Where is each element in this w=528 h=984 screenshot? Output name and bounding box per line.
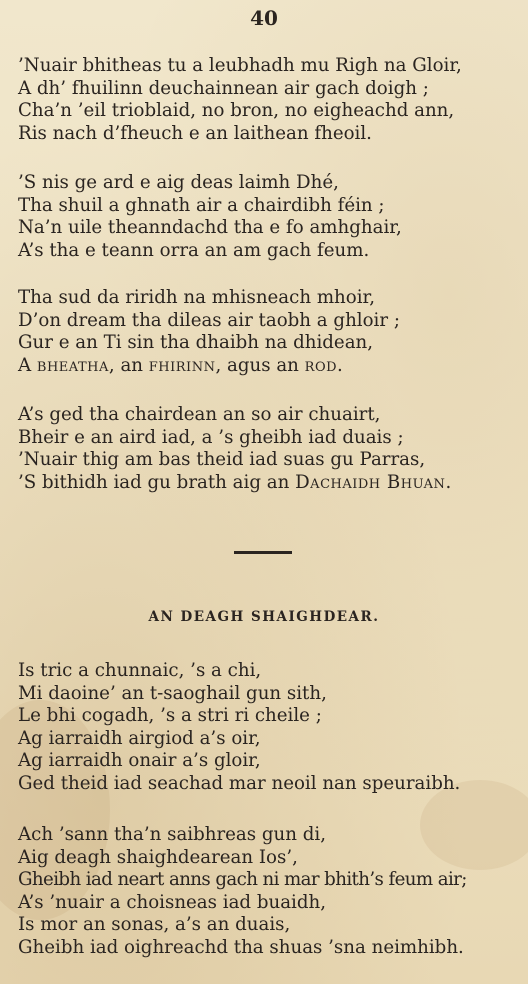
verse-line: Ged theid iad seachad mar neoil nan speuraibh. — [18, 772, 461, 794]
text-run: ’S bithidh iad gu brath aig an — [18, 471, 296, 493]
text-run: . — [445, 471, 452, 493]
verse-line: A’s ’nuair a choisneas iad buaidh, — [18, 891, 326, 913]
verse-line: Gheibh iad neart anns gach ni mar bhith’s feum air; — [18, 869, 467, 890]
verse-line: Ach ’sann tha’n saibhreas gun di, — [18, 824, 326, 845]
poem-title: AN DEAGH SHAIGHDEAR. — [148, 609, 380, 625]
verse-line: Gheibh iad oighreachd tha shuas ’sna neimhibh. — [18, 936, 464, 958]
stanza — [18, 660, 518, 795]
stanza — [18, 824, 518, 959]
page-number: 40 — [250, 6, 278, 30]
verse-line: ’Nuair thig am bas theid iad suas gu Parras, — [18, 449, 426, 470]
small-caps-word: fhirinn — [148, 354, 216, 376]
verse-line: ’S nis ge ard e aig deas laimh Dhé, — [18, 172, 339, 193]
text-run: , agus an — [215, 354, 305, 376]
verse-line: Aig deagh shaighdearean Ios’, — [18, 846, 298, 868]
verse-line: Le bhi cogadh, ’s a stri ri cheile ; — [18, 705, 322, 726]
small-caps-word: rod — [304, 354, 338, 376]
verse-line: ’Nuair bhitheas tu a leubhadh mu Righ na Gloir, — [18, 55, 462, 76]
stanza — [18, 172, 518, 262]
text-run: A — [18, 354, 37, 376]
verse-line: Na’n uile theanndachd tha e fo amhghair, — [18, 217, 402, 238]
stanza — [18, 404, 518, 494]
verse-line: Mi daoine’ an t-saoghail gun sith, — [18, 682, 327, 704]
verse-line: A’s ged tha chairdean an so air chuairt, — [18, 404, 381, 425]
stanza — [18, 287, 518, 377]
verse-line: A dh’ fhuilinn deuchainnean air gach doigh ; — [18, 77, 429, 99]
verse-line: Tha shuil a ghnath air a chairdibh féin ; — [18, 194, 385, 216]
verse-line: Is mor an sonas, a’s an duais, — [18, 914, 291, 935]
text-run: . — [337, 354, 343, 376]
verse-line — [18, 355, 518, 378]
verse-line: D’on dream tha dileas air taobh a ghloir ; — [18, 309, 400, 331]
text-run: , an — [108, 354, 149, 376]
verse-line: Gur e an Ti sin tha dhaibh na dhidean, — [18, 332, 374, 353]
verse-line: Ris nach d’fheuch e an laithean fheoil. — [18, 122, 372, 144]
small-caps-word: Dachaidh Bhuan — [295, 471, 446, 493]
verse-line: Ag iarraidh onair a’s gloir, — [18, 750, 261, 771]
verse-line: Cha’n ’eil trioblaid, no bron, no eigheachd ann, — [18, 100, 455, 121]
section-divider — [234, 551, 292, 554]
stanza — [18, 55, 518, 145]
small-caps-word: bheatha — [36, 354, 109, 376]
verse-line: Is tric a chunnaic, ’s a chi, — [18, 660, 262, 681]
verse-line — [18, 472, 518, 495]
verse-line: A’s tha e teann orra an am gach feum. — [18, 239, 370, 261]
verse-line: Tha sud da riridh na mhisneach mhoir, — [18, 287, 376, 308]
verse-line: Ag iarraidh airgiod a’s oir, — [18, 727, 261, 749]
verse-line: Bheir e an aird iad, a ’s gheibh iad duais ; — [18, 426, 404, 448]
